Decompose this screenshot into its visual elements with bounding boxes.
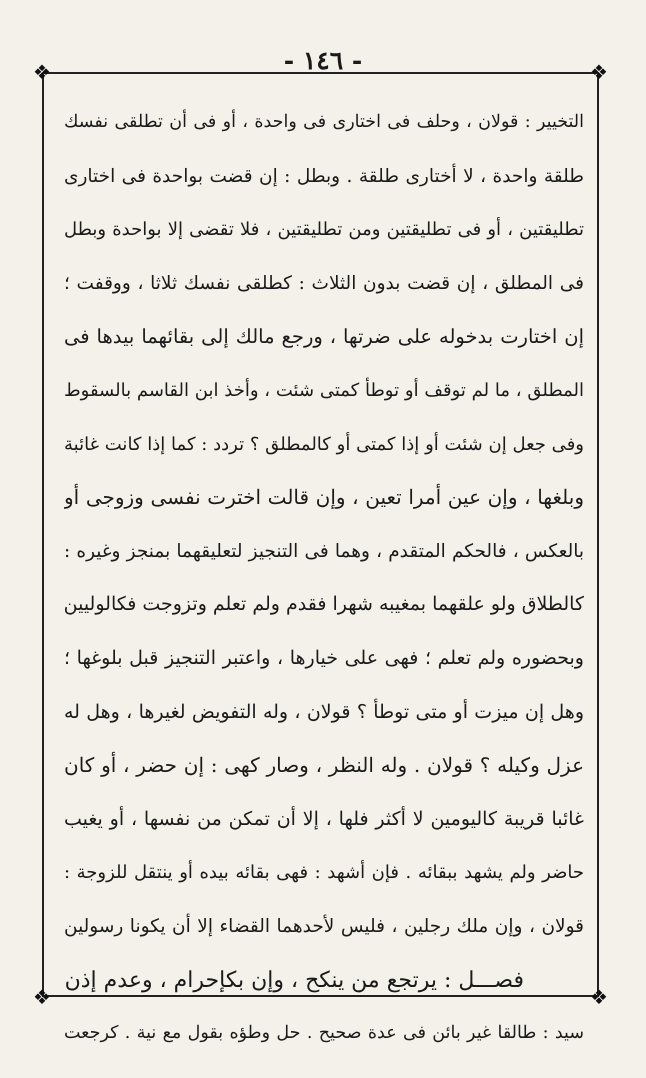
text-line: قولان ، وإن ملك رجلين ، فليس لأحدهما القضاء إلا أن يكونا رسولين bbox=[64, 915, 584, 937]
text-line: طلقة واحدة ، لا أختارى طلقة . وبطل : إن قضت بواحدة فى اختارى bbox=[64, 165, 584, 187]
text-line: فى المطلق ، إن قضت بدون الثلاث : كطلقى نفسك ثلاثا ، ووقفت ؛ bbox=[64, 272, 584, 294]
text-line: وفى جعل إن شئت أو إذا كمتى أو كالمطلق ؟ تردد : كما إذا كانت غائبة bbox=[64, 433, 584, 455]
corner-ornament-bottom-left-icon: ❖ bbox=[33, 985, 51, 1009]
text-line: غائبا قريبة كاليومين لا أكثر فلها ، إلا أن تمكن من نفسها ، أو يغيب bbox=[64, 807, 584, 830]
text-line: سيد : طالقا غير بائن فى عدة صحيح . حل وطؤه بقول مع نية . كرجعت bbox=[64, 1023, 584, 1044]
corner-ornament-top-left-icon: ❖ bbox=[33, 60, 51, 84]
text-line: وبحضوره ولم تعلم ؛ فهى على خيارها ، واعتبر التنجيز قبل بلوغها ؛ bbox=[64, 646, 584, 669]
text-line: بالعكس ، فالحكم المتقدم ، وهما فى التنجيز لتعليقهما بمنجز وغيره : bbox=[64, 540, 584, 562]
text-line: عزل وكيله ؟ قولان . وله النظر ، وصار كهى : إن حضر ، أو كان bbox=[64, 753, 584, 778]
corner-ornament-top-right-icon: ❖ bbox=[590, 60, 608, 84]
text-line: حاضر ولم يشهد ببقائه . فإن أشهد : فهى بقائه بيده أو ينتقل للزوجة : bbox=[64, 862, 584, 884]
text-line: كالطلاق ولو علقهما بمغيبه شهرا فقدم ولم تعلم وتزوجت فكالوليين bbox=[64, 593, 584, 616]
corner-ornament-bottom-right-icon: ❖ bbox=[590, 985, 608, 1009]
page-number: - ١٤٦ - bbox=[283, 46, 363, 75]
text-line: التخيير : قولان ، وحلف فى اختارى فى واحدة ، أو فى أن تطلقى نفسك bbox=[64, 112, 584, 132]
text-line: وبلغها ، وإن عين أمرا تعين ، وإن قالت اخترت نفسى وزوجى أو bbox=[64, 485, 584, 510]
text-line: إن اختارت بدخوله على ضرتها ، ورجع مالك إلى بقائهما بيدها فى bbox=[64, 325, 584, 349]
body-text bbox=[64, 96, 584, 1061]
text-line: المطلق ، ما لم توقف أو توطأ كمتى شئت ، وأخذ ابن القاسم بالسقوط bbox=[64, 379, 584, 401]
text-line: وهل إن ميزت أو متى توطأ ؟ قولان ، وله التفويض لغيرها ، وهل له bbox=[64, 700, 584, 723]
section-heading-line: فصـــل : يرتجع من ينكح ، وإن بكإحرام ، وعدم إذن bbox=[64, 967, 524, 993]
text-line: تطليقتين ، أو فى تطليقتين ومن تطليقتين ، فلا تقضى إلا بواحدة وبطل bbox=[64, 219, 584, 241]
